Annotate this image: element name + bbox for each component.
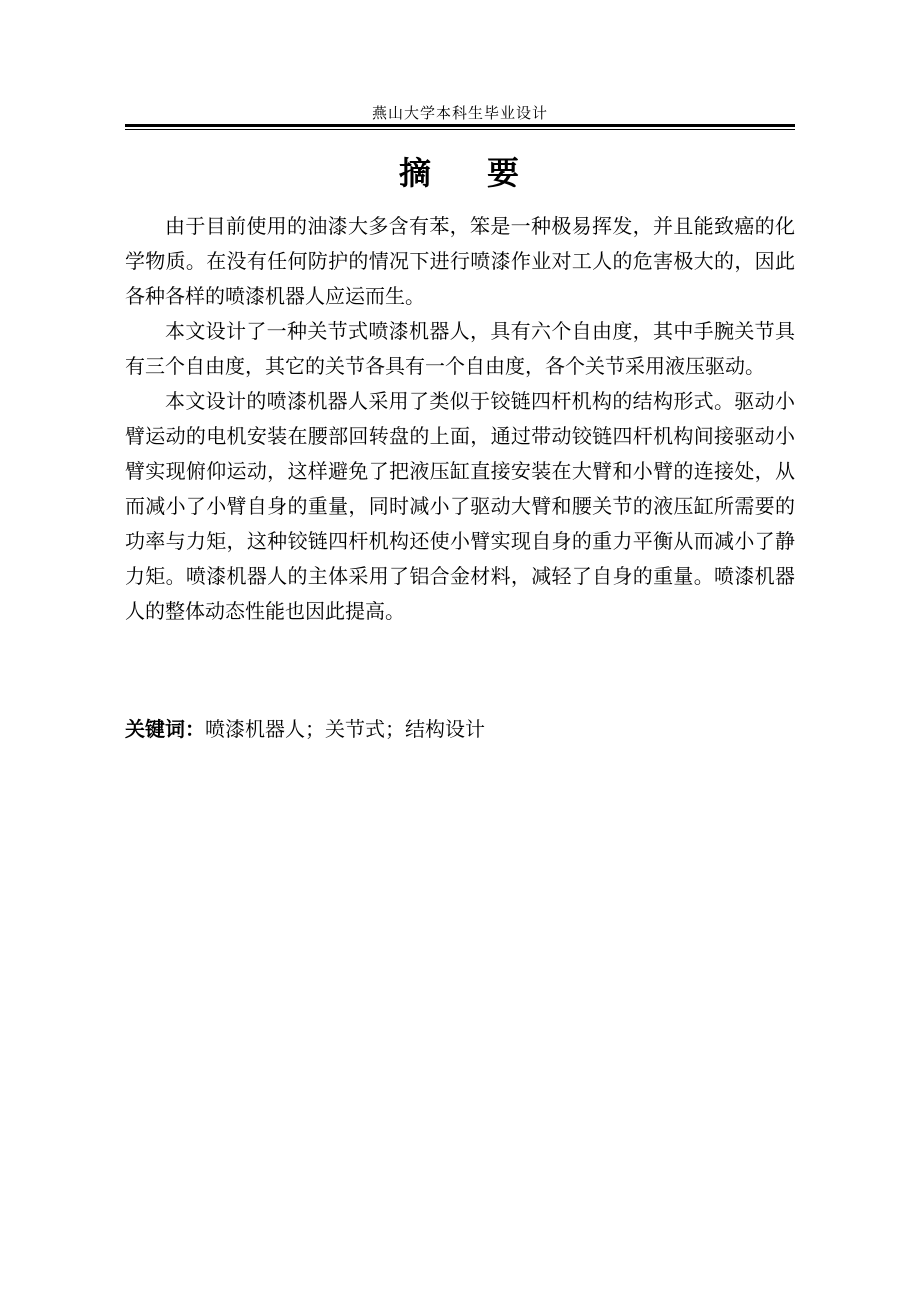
keywords-line bbox=[125, 712, 795, 747]
page-title bbox=[125, 150, 795, 196]
page-title-part1: 摘 bbox=[398, 154, 433, 192]
keywords-label: 关键词： bbox=[125, 717, 205, 741]
keywords-text: 喷漆机器人；关节式；结构设计 bbox=[205, 717, 485, 741]
abstract-paragraph-2: 本文设计了一种关节式喷漆机器人，具有六个自由度，其中手腕关节具有三个自由度，其它的关节各具有一个自由度，各个关节采用液压驱动。 bbox=[125, 319, 795, 378]
page-title-part2: 要 bbox=[487, 154, 522, 192]
header-rule-thick bbox=[125, 124, 795, 127]
abstract-paragraph-3: 本文设计的喷漆机器人采用了类似于铰链四杆机构的结构形式。驱动小臂运动的电机安装在腰部回转盘的上面，通过带动铰链四杆机构间接驱动小臂实现俯仰运动，这样避免了把液压缸直接安装在大臂和小臂的连接处，从而减小了小臂自身的重量，同时减小了驱动大臂和腰关节的液压缸所需要的功率与力矩，这种铰链四杆机构还使小臂实现自身的重力平衡从而减小了静力矩。喷漆机器人的主体采用了铝合金材料，减轻了自身的重量。喷漆机器人的整体动态性能也因此提高。 bbox=[125, 389, 795, 623]
header-rule-thin bbox=[125, 129, 795, 130]
running-header: 燕山大学本科生毕业设计 bbox=[371, 104, 548, 122]
abstract-body bbox=[125, 209, 795, 629]
abstract-paragraph-1: 由于目前使用的油漆大多含有苯，笨是一种极易挥发，并且能致癌的化学物质。在没有任何防护的情况下进行喷漆作业对工人的危害极大的，因此各种各样的喷漆机器人应运而生。 bbox=[125, 214, 795, 308]
